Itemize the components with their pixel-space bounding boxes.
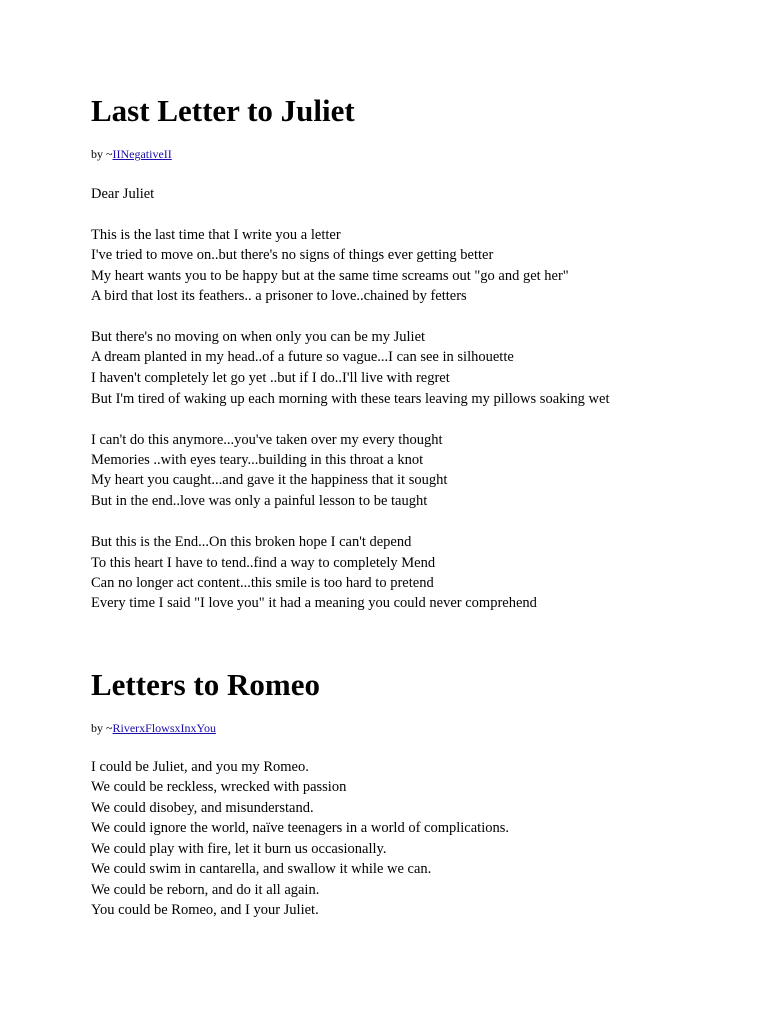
- poem-title-letters-to-romeo: Letters to Romeo: [91, 667, 320, 702]
- poem-line: This is the last time that I write you a letter: [91, 227, 341, 243]
- poem-line: I can't do this anymore...you've taken over my every thought: [91, 432, 443, 448]
- poem-line: A dream planted in my head..of a future so vague...I can see in silhouette: [91, 349, 514, 365]
- poem-line: We could ignore the world, naïve teenagers in a world of complications.: [91, 820, 509, 836]
- poem-line: My heart wants you to be happy but at the same time screams out "go and get her": [91, 268, 569, 284]
- author-link-iinegativeii[interactable]: IINegativeII: [112, 147, 172, 161]
- poem-line: We could be reckless, wrecked with passion: [91, 779, 347, 795]
- poem-line: But in the end..love was only a painful lesson to be taught: [91, 493, 428, 509]
- poem-line: We could play with fire, let it burn us occasionally.: [91, 841, 387, 857]
- poem-line: But I'm tired of waking up each morning with these tears leaving my pillows soaking wet: [91, 391, 610, 407]
- poem-byline: [91, 720, 216, 736]
- poem-line: I've tried to move on..but there's no signs of things ever getting better: [91, 247, 494, 263]
- poem-line: Dear Juliet: [91, 186, 155, 202]
- byline-prefix: by ~: [91, 147, 113, 161]
- poem-line: Memories ..with eyes teary...building in this throat a knot: [91, 452, 424, 468]
- poem-line: I could be Juliet, and you my Romeo.: [91, 759, 309, 775]
- poem-line: Can no longer act content...this smile is too hard to pretend: [91, 575, 434, 591]
- poem-line: We could disobey, and misunderstand.: [91, 800, 314, 816]
- poem-line: We could swim in cantarella, and swallow it while we can.: [91, 861, 432, 877]
- poem-line: But there's no moving on when only you can be my Juliet: [91, 329, 426, 345]
- poem-line: You could be Romeo, and I your Juliet.: [91, 902, 319, 918]
- poem-line: My heart you caught...and gave it the happiness that it sought: [91, 472, 448, 488]
- poem-title-last-letter-to-juliet: Last Letter to Juliet: [91, 93, 355, 128]
- poem-line: We could be reborn, and do it all again.: [91, 882, 320, 898]
- poem-line: Every time I said "I love you" it had a meaning you could never comprehend: [91, 595, 537, 611]
- author-link-riverxflowsxinxyou[interactable]: RiverxFlowsxInxYou: [112, 721, 216, 735]
- poem-line: But this is the End...On this broken hope I can't depend: [91, 534, 412, 550]
- poem-byline: [91, 146, 172, 162]
- poem-line: To this heart I have to tend..find a way to completely Mend: [91, 555, 436, 571]
- byline-prefix: by ~: [91, 721, 113, 735]
- poem-line: A bird that lost its feathers.. a prisoner to love..chained by fetters: [91, 288, 467, 304]
- poem-line: I haven't completely let go yet ..but if I do..I'll live with regret: [91, 370, 450, 386]
